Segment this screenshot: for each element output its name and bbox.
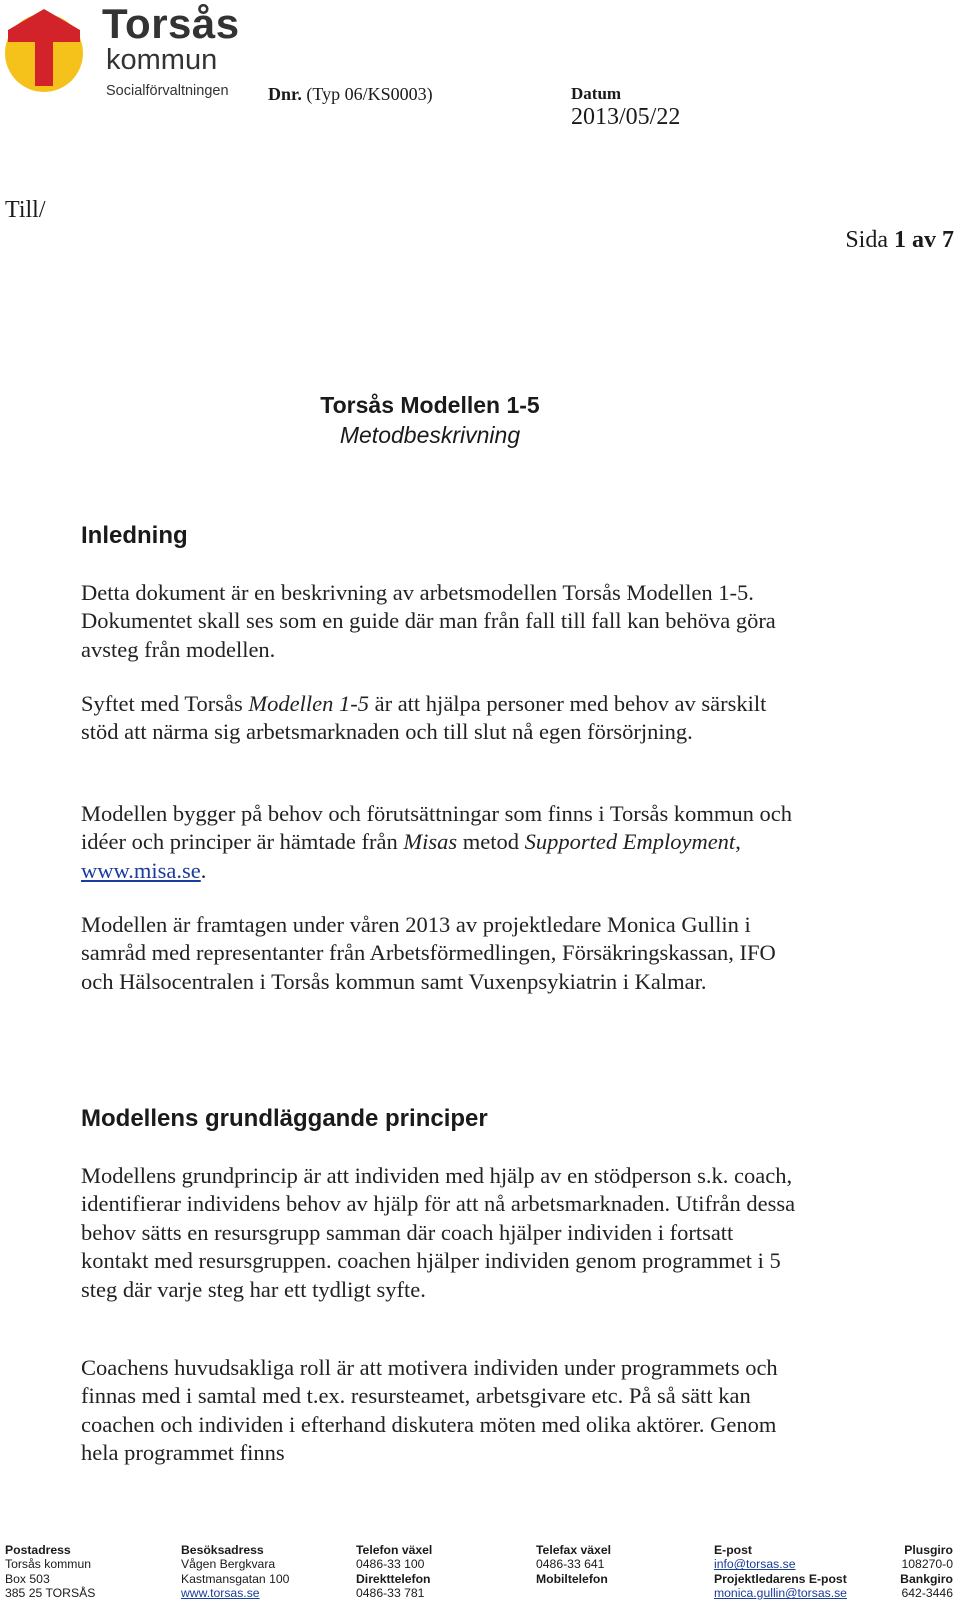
page-total: 7 bbox=[942, 227, 954, 253]
page-current: 1 bbox=[894, 227, 906, 253]
paragraph: Modellens grundprincip är att individen med hjälp av en stödperson s.k. coach, identifierar individens behov av hjälp för att nå arbetsmarknaden. Utifrån dessa behov sätts en resursgrupp samman där coach hjälper individen i fortsatt kontakt med resursgruppen. coachen hjälper individen genom programmet i 5 steg där varje steg har ett tydligt syfte. bbox=[81, 1163, 796, 1302]
misa-link[interactable]: www.misa.se bbox=[81, 857, 201, 883]
document-subtitle: Metodbeskrivning bbox=[339, 422, 521, 448]
page-prefix: Sida bbox=[845, 227, 888, 253]
footer-besoksadress: Besöksadress Vågen Bergkvara Kastmansgatan 100 www.torsas.se bbox=[181, 1543, 290, 1601]
section-heading-principer: Modellens grundläggande principer bbox=[81, 1105, 488, 1132]
footer-giro: Plusgiro 108270-0 Bankgiro 642-3446 bbox=[900, 1543, 953, 1601]
paragraph: Modellen bygger på behov och förutsättningar som finns i Torsås kommun och idéer och principer är hämtade från Misas metod Supported Employment, www.misa.se. bbox=[81, 801, 793, 883]
page-of: av bbox=[912, 227, 936, 253]
datum-value: 2013/05/22 bbox=[571, 104, 681, 130]
footer-postadress: Postadress Torsås kommun Box 503 385 25 TORSÅS bbox=[5, 1543, 96, 1601]
logo-subtitle-department: Socialförvaltningen bbox=[106, 83, 229, 99]
project-lead-email-link[interactable]: monica.gullin@torsas.se bbox=[714, 1586, 847, 1601]
page-indicator bbox=[845, 227, 954, 254]
logo-name: Torsås bbox=[102, 0, 240, 47]
paragraph: Modellen är framtagen under våren 2013 av projektledare Monica Gullin i samråd med representanter från Arbetsförmedlingen, Försäkringskassan, IFO och Hälsocentralen i Torsås kommun samt Vuxenpsykiatrin i Kalmar. bbox=[81, 912, 776, 994]
footer-telefon: Telefon växel 0486-33 100 Direkttelefon 0486-33 781 bbox=[356, 1543, 433, 1601]
torsas-emblem-icon bbox=[4, 6, 92, 98]
torsas-kommun-logo bbox=[4, 0, 240, 102]
footer-telefax: Telefax växel 0486-33 641 Mobiltelefon bbox=[536, 1543, 611, 1586]
datum-label: Datum bbox=[571, 84, 622, 103]
paragraph: Syftet med Torsås Modellen 1-5 är att hjälpa personer med behov av särskilt stöd att närma sig arbetsmarknaden och till slut nå egen försörjning. bbox=[81, 691, 767, 745]
paragraph: Coachens huvudsakliga roll är att motivera individen under programmets och finnas med i samtal med t.ex. resursteamet, arbetsgivare etc. På så sätt kan coachen och individen i efterhand diskutera möten med olika aktörer. Genom hela programmet finns bbox=[81, 1355, 778, 1466]
dnr-reference bbox=[268, 84, 433, 105]
page-footer bbox=[0, 1543, 960, 1613]
section-heading-inledning: Inledning bbox=[81, 522, 188, 549]
footer-epost: E-post info@torsas.se Projektledarens E-post monica.gullin@torsas.se bbox=[714, 1543, 847, 1601]
logo-subtitle-kommun: kommun bbox=[106, 44, 218, 76]
paragraph: Detta dokument är en beskrivning av arbetsmodellen Torsås Modellen 1-5. Dokumentet skall ses som en guide där man från fall till fall kan behöva göra avsteg från modellen. bbox=[81, 580, 776, 662]
recipient-label: Till/ bbox=[5, 197, 46, 223]
dnr-label: Dnr. bbox=[268, 84, 302, 104]
info-email-link[interactable]: info@torsas.se bbox=[714, 1557, 796, 1572]
document-title: Torsås Modellen 1-5 bbox=[320, 392, 540, 418]
website-link[interactable]: www.torsas.se bbox=[181, 1586, 260, 1601]
dnr-value: (Typ 06/KS0003) bbox=[306, 84, 433, 104]
